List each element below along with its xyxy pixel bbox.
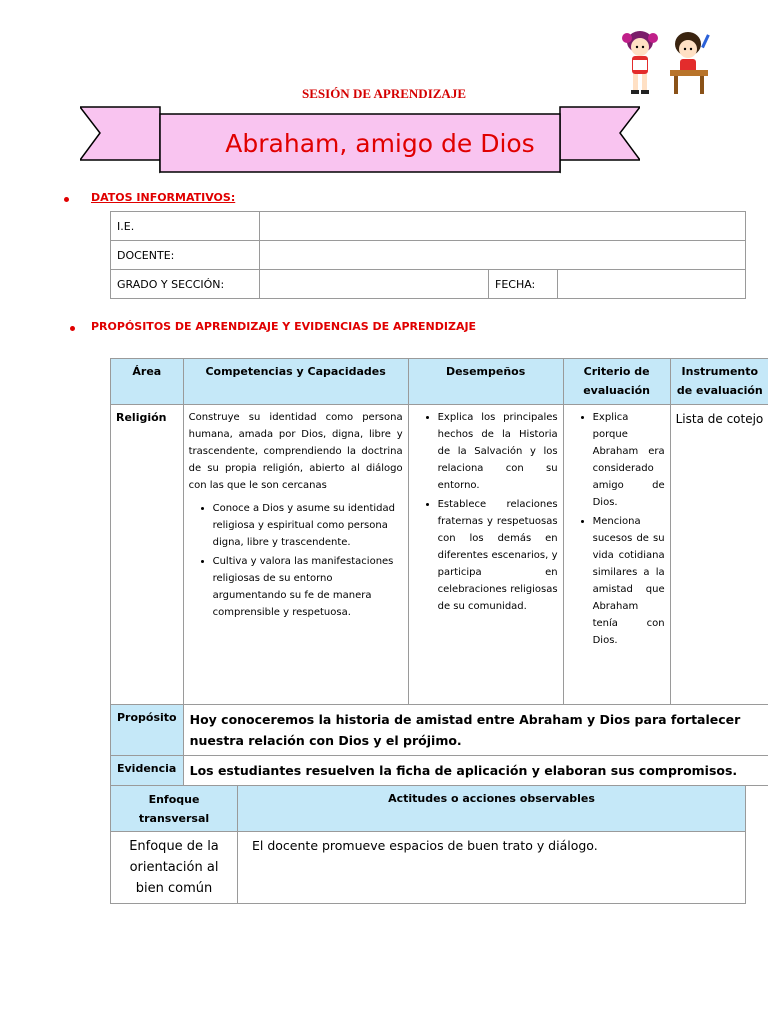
header-instrumento: Instrumento de evaluación xyxy=(670,359,768,405)
list-item: • Conoce a Dios y asume su identidad religiosa y espiritual como persona digna, libre y trascendente. xyxy=(213,500,403,551)
list-item: • Cultiva y valora las manifestaciones religiosas de su entorno argumentando su fe de manera comprensible y respetuosa. xyxy=(213,553,403,621)
header-desempenos: Desempeños xyxy=(408,359,563,405)
evidencia-label: Evidencia xyxy=(111,756,184,786)
list-item: • Explica porque Abraham era considerado amigo de Dios. xyxy=(593,409,665,511)
area-religion: Religión xyxy=(111,405,184,705)
desempenos-list xyxy=(414,409,558,615)
proposito-label: Propósito xyxy=(111,705,184,756)
instrumento-value: Lista de cotejo xyxy=(670,405,768,705)
header-criterio: Criterio de evaluación xyxy=(563,359,670,405)
lesson-title: Abraham, amigo de Dios xyxy=(225,129,535,158)
criterio-cell xyxy=(563,405,670,705)
bullet-icon xyxy=(64,197,69,202)
ie-value-field[interactable] xyxy=(260,212,746,241)
evidencia-text: Los estudiantes resuelven la ficha de aplicación y elaboran sus compromisos. xyxy=(183,756,768,786)
actitudes-header: Actitudes o acciones observables xyxy=(238,786,746,832)
enfoque-value: Enfoque de la orientación al bien común xyxy=(111,832,238,904)
criterios-list xyxy=(569,409,665,649)
competencias-cell xyxy=(183,405,408,705)
learning-purposes-table xyxy=(110,358,768,786)
enfoque-table xyxy=(110,785,746,904)
fecha-value-field[interactable] xyxy=(558,270,746,299)
header-competencias: Competencias y Capacidades xyxy=(183,359,408,405)
bullet-icon xyxy=(70,326,75,331)
propositos-heading: PROPÓSITOS DE APRENDIZAJE Y EVIDENCIAS DE APRENDIZAJE xyxy=(91,320,477,333)
list-item: • Establece relaciones fraternas y respetuosas con los demás en diferentes escenarios, y participa en celebraciones religiosas de su comunidad. xyxy=(438,496,558,615)
ie-label: I.E. xyxy=(111,212,260,241)
grado-value-field[interactable] xyxy=(260,270,489,299)
capacidades-list xyxy=(189,500,403,621)
actitudes-value: El docente promueve espacios de buen trato y diálogo. xyxy=(238,832,746,904)
info-table xyxy=(110,211,746,299)
datos-heading: DATOS INFORMATIVOS: xyxy=(91,191,236,204)
competencia-text: Construye su identidad como persona humana, amada por Dios, digna, libre y trascendente, comprendiendo la doctrina de su propia religión, abierto al diálogo con las que le son cercanas xyxy=(188,412,403,491)
proposito-text: Hoy conoceremos la historia de amistad entre Abraham y Dios para fortalecer nuestra relación con Dios y el prójimo. xyxy=(183,705,768,756)
header-area: Área xyxy=(111,359,184,405)
list-item: • Menciona sucesos de su vida cotidiana similares a la amistad que Abraham tenía con Dios. xyxy=(593,513,665,649)
list-item: • Explica los principales hechos de la Historia de la Salvación y los relaciona con su entorno. xyxy=(438,409,558,494)
desempenos-cell xyxy=(408,405,563,705)
fecha-label: FECHA: xyxy=(489,270,558,299)
docente-value-field[interactable] xyxy=(260,241,746,270)
docente-label: DOCENTE: xyxy=(111,241,260,270)
enfoque-header: Enfoque transversal xyxy=(111,786,238,832)
session-title: SESIÓN DE APRENDIZAJE xyxy=(302,86,466,101)
grado-label: GRADO Y SECCIÓN: xyxy=(111,270,260,299)
